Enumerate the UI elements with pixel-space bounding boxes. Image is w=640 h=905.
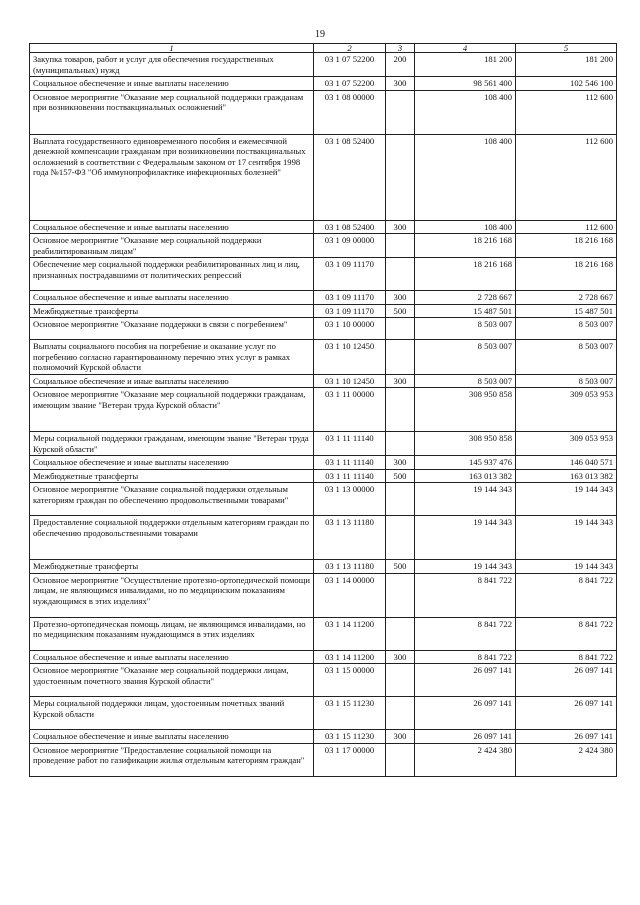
row-code: 03 1 10 12450 (314, 340, 386, 375)
row-name: Меры социальной поддержки гражданам, имеющим звание "Ветеран труда Курской области" (30, 432, 314, 456)
row-sum-year-2: 26 097 141 (516, 697, 617, 730)
table-row (30, 469, 617, 483)
page-number: 19 (315, 29, 325, 40)
table-row (30, 697, 617, 730)
row-sum-year-1: 8 841 722 (415, 617, 516, 650)
row-code: 03 1 10 00000 (314, 318, 386, 340)
row-name: Социальное обеспечение и иные выплаты населению (30, 456, 314, 470)
row-expense-type (386, 90, 415, 134)
row-code: 03 1 09 11170 (314, 304, 386, 318)
row-expense-type (386, 234, 415, 258)
row-sum-year-1: 19 144 343 (415, 483, 516, 516)
row-sum-year-1: 145 937 476 (415, 456, 516, 470)
row-sum-year-2: 8 503 007 (516, 374, 617, 388)
table-row (30, 560, 617, 574)
table-row (30, 234, 617, 258)
row-name: Протезно-ортопедическая помощь лицам, не являющимся инвалидами, но по медицинским показаниям нуждающимся в этих изделиях (30, 617, 314, 650)
budget-table (29, 43, 617, 777)
row-sum-year-1: 181 200 (415, 53, 516, 77)
table-row (30, 340, 617, 375)
row-name: Обеспечение мер социальной поддержки реабилитированных лиц и лиц, признанных пострадавшими от политических репрессий (30, 258, 314, 291)
row-sum-year-1: 19 144 343 (415, 516, 516, 560)
row-sum-year-1: 15 487 501 (415, 304, 516, 318)
table-row (30, 258, 617, 291)
table-row (30, 388, 617, 432)
table-row (30, 77, 617, 91)
row-name: Социальное обеспечение и иные выплаты населению (30, 220, 314, 234)
row-name: Социальное обеспечение и иные выплаты населению (30, 77, 314, 91)
row-sum-year-2: 15 487 501 (516, 304, 617, 318)
header-col-1: 1 (30, 44, 314, 53)
row-code: 03 1 13 11180 (314, 516, 386, 560)
row-sum-year-2: 102 546 100 (516, 77, 617, 91)
row-code: 03 1 13 00000 (314, 483, 386, 516)
row-name: Социальное обеспечение и иные выплаты населению (30, 291, 314, 305)
row-expense-type: 300 (386, 650, 415, 664)
header-row (30, 44, 617, 53)
row-code: 03 1 09 11170 (314, 291, 386, 305)
row-sum-year-1: 8 841 722 (415, 573, 516, 617)
row-expense-type: 300 (386, 374, 415, 388)
row-sum-year-2: 8 841 722 (516, 650, 617, 664)
table-row (30, 432, 617, 456)
table-row (30, 664, 617, 697)
row-name: Основное мероприятие "Оказание мер социальной поддержки гражданам, имеющим звание "Ветеран труда Курской области" (30, 388, 314, 432)
row-code: 03 1 11 00000 (314, 388, 386, 432)
row-expense-type (386, 573, 415, 617)
row-code: 03 1 08 00000 (314, 90, 386, 134)
row-code: 03 1 13 11180 (314, 560, 386, 574)
row-sum-year-2: 26 097 141 (516, 730, 617, 744)
row-expense-type (386, 318, 415, 340)
table-row (30, 304, 617, 318)
row-expense-type: 500 (386, 469, 415, 483)
row-code: 03 1 08 52400 (314, 220, 386, 234)
row-sum-year-1: 26 097 141 (415, 697, 516, 730)
header-col-5: 5 (516, 44, 617, 53)
row-sum-year-1: 26 097 141 (415, 664, 516, 697)
row-code: 03 1 11 11140 (314, 432, 386, 456)
row-sum-year-2: 2 424 380 (516, 743, 617, 776)
table-row (30, 516, 617, 560)
row-sum-year-1: 8 503 007 (415, 340, 516, 375)
row-expense-type (386, 258, 415, 291)
row-sum-year-1: 308 950 858 (415, 432, 516, 456)
row-name: Основное мероприятие "Осуществление протезно-ортопедической помощи лицам, не являющимся инвалидами, но по медицинским показаниям нуждающимся в этих изделиях" (30, 573, 314, 617)
row-code: 03 1 08 52400 (314, 134, 386, 220)
row-code: 03 1 07 52200 (314, 77, 386, 91)
row-expense-type: 500 (386, 560, 415, 574)
table-row (30, 650, 617, 664)
row-sum-year-2: 19 144 343 (516, 560, 617, 574)
row-sum-year-2: 181 200 (516, 53, 617, 77)
table-body (30, 53, 617, 777)
row-sum-year-1: 2 424 380 (415, 743, 516, 776)
table-row (30, 90, 617, 134)
row-sum-year-2: 309 053 953 (516, 388, 617, 432)
row-expense-type: 200 (386, 53, 415, 77)
row-sum-year-2: 19 144 343 (516, 516, 617, 560)
row-sum-year-1: 19 144 343 (415, 560, 516, 574)
table-row (30, 730, 617, 744)
row-name: Основное мероприятие "Оказание мер социальной поддержки лицам, удостоенным почетного звания Курской области" (30, 664, 314, 697)
row-name: Основное мероприятие "Оказание мер социальной поддержки реабилитированным лицам" (30, 234, 314, 258)
row-sum-year-2: 8 503 007 (516, 340, 617, 375)
row-sum-year-1: 98 561 400 (415, 77, 516, 91)
row-code: 03 1 11 11140 (314, 456, 386, 470)
row-name: Основное мероприятие "Предоставление социальной помощи на проведение работ по газификации жилья отдельным категориям граждан" (30, 743, 314, 776)
row-sum-year-2: 8 841 722 (516, 573, 617, 617)
row-sum-year-2: 18 216 168 (516, 258, 617, 291)
row-name: Социальное обеспечение и иные выплаты населению (30, 374, 314, 388)
row-name: Межбюджетные трансферты (30, 560, 314, 574)
row-expense-type: 300 (386, 291, 415, 305)
row-expense-type: 300 (386, 220, 415, 234)
row-sum-year-1: 108 400 (415, 220, 516, 234)
row-name: Выплаты социального пособия на погребение и оказание услуг по погребению согласно гарантированному перечню этих услуг в рамках полномочий Курской области (30, 340, 314, 375)
row-name: Выплата государственного единовременного пособия и ежемесячной денежной компенсации гражданам при возникновении поствакцинальных осложнений в соответствии с Федеральным законом от 17 сентября 1998 года №157-ФЗ "Об иммунопрофилактике инфекционных болезней" (30, 134, 314, 220)
row-expense-type (386, 483, 415, 516)
row-sum-year-1: 108 400 (415, 134, 516, 220)
row-sum-year-2: 112 600 (516, 134, 617, 220)
row-expense-type (386, 134, 415, 220)
row-name: Основное мероприятие "Оказание поддержки в связи с погребением" (30, 318, 314, 340)
row-code: 03 1 14 11200 (314, 650, 386, 664)
row-sum-year-2: 8 841 722 (516, 617, 617, 650)
row-name: Межбюджетные трансферты (30, 469, 314, 483)
row-code: 03 1 09 00000 (314, 234, 386, 258)
row-name: Основное мероприятие "Оказание социальной поддержки отдельным категориям граждан по обеспечению продовольственными товарами" (30, 483, 314, 516)
row-sum-year-2: 8 503 007 (516, 318, 617, 340)
row-expense-type: 300 (386, 730, 415, 744)
row-sum-year-1: 163 013 382 (415, 469, 516, 483)
row-code: 03 1 09 11170 (314, 258, 386, 291)
row-expense-type (386, 340, 415, 375)
table-row (30, 456, 617, 470)
table-row (30, 743, 617, 776)
table-row (30, 617, 617, 650)
row-sum-year-2: 112 600 (516, 220, 617, 234)
row-expense-type (386, 388, 415, 432)
row-code: 03 1 14 00000 (314, 573, 386, 617)
table-row (30, 53, 617, 77)
table-row (30, 134, 617, 220)
row-sum-year-2: 18 216 168 (516, 234, 617, 258)
row-sum-year-1: 8 503 007 (415, 374, 516, 388)
row-code: 03 1 15 11230 (314, 697, 386, 730)
row-sum-year-1: 2 728 667 (415, 291, 516, 305)
header-col-3: 3 (386, 44, 415, 53)
row-expense-type (386, 697, 415, 730)
row-name: Закупка товаров, работ и услуг для обеспечения государственных (муниципальных) нужд (30, 53, 314, 77)
table-row (30, 374, 617, 388)
row-expense-type: 300 (386, 456, 415, 470)
row-sum-year-2: 26 097 141 (516, 664, 617, 697)
row-expense-type: 500 (386, 304, 415, 318)
row-code: 03 1 15 00000 (314, 664, 386, 697)
row-code: 03 1 11 11140 (314, 469, 386, 483)
table-row (30, 483, 617, 516)
row-sum-year-2: 2 728 667 (516, 291, 617, 305)
row-code: 03 1 15 11230 (314, 730, 386, 744)
row-code: 03 1 07 52200 (314, 53, 386, 77)
row-sum-year-1: 8 503 007 (415, 318, 516, 340)
row-sum-year-1: 308 950 858 (415, 388, 516, 432)
row-sum-year-1: 18 216 168 (415, 234, 516, 258)
row-sum-year-2: 309 053 953 (516, 432, 617, 456)
row-expense-type (386, 664, 415, 697)
table-row (30, 573, 617, 617)
row-code: 03 1 10 12450 (314, 374, 386, 388)
row-sum-year-2: 19 144 343 (516, 483, 617, 516)
row-name: Основное мероприятие "Оказание мер социальной поддержки гражданам при возникновении поствакцинальных осложнений" (30, 90, 314, 134)
row-sum-year-2: 112 600 (516, 90, 617, 134)
table-row (30, 318, 617, 340)
row-expense-type (386, 432, 415, 456)
row-sum-year-1: 108 400 (415, 90, 516, 134)
row-name: Межбюджетные трансферты (30, 304, 314, 318)
row-expense-type: 300 (386, 77, 415, 91)
row-name: Социальное обеспечение и иные выплаты населению (30, 650, 314, 664)
table-row (30, 220, 617, 234)
header-col-4: 4 (415, 44, 516, 53)
row-expense-type (386, 743, 415, 776)
row-name: Социальное обеспечение и иные выплаты населению (30, 730, 314, 744)
row-code: 03 1 17 00000 (314, 743, 386, 776)
row-sum-year-2: 163 013 382 (516, 469, 617, 483)
row-sum-year-1: 26 097 141 (415, 730, 516, 744)
row-name: Предоставление социальной поддержки отдельным категориям граждан по обеспечению продовольственными товарами (30, 516, 314, 560)
row-expense-type (386, 617, 415, 650)
header-col-2: 2 (314, 44, 386, 53)
row-sum-year-2: 146 040 571 (516, 456, 617, 470)
table-row (30, 291, 617, 305)
row-name: Меры социальной поддержки лицам, удостоенным почетных званий Курской области (30, 697, 314, 730)
row-expense-type (386, 516, 415, 560)
row-sum-year-1: 8 841 722 (415, 650, 516, 664)
row-code: 03 1 14 11200 (314, 617, 386, 650)
row-sum-year-1: 18 216 168 (415, 258, 516, 291)
